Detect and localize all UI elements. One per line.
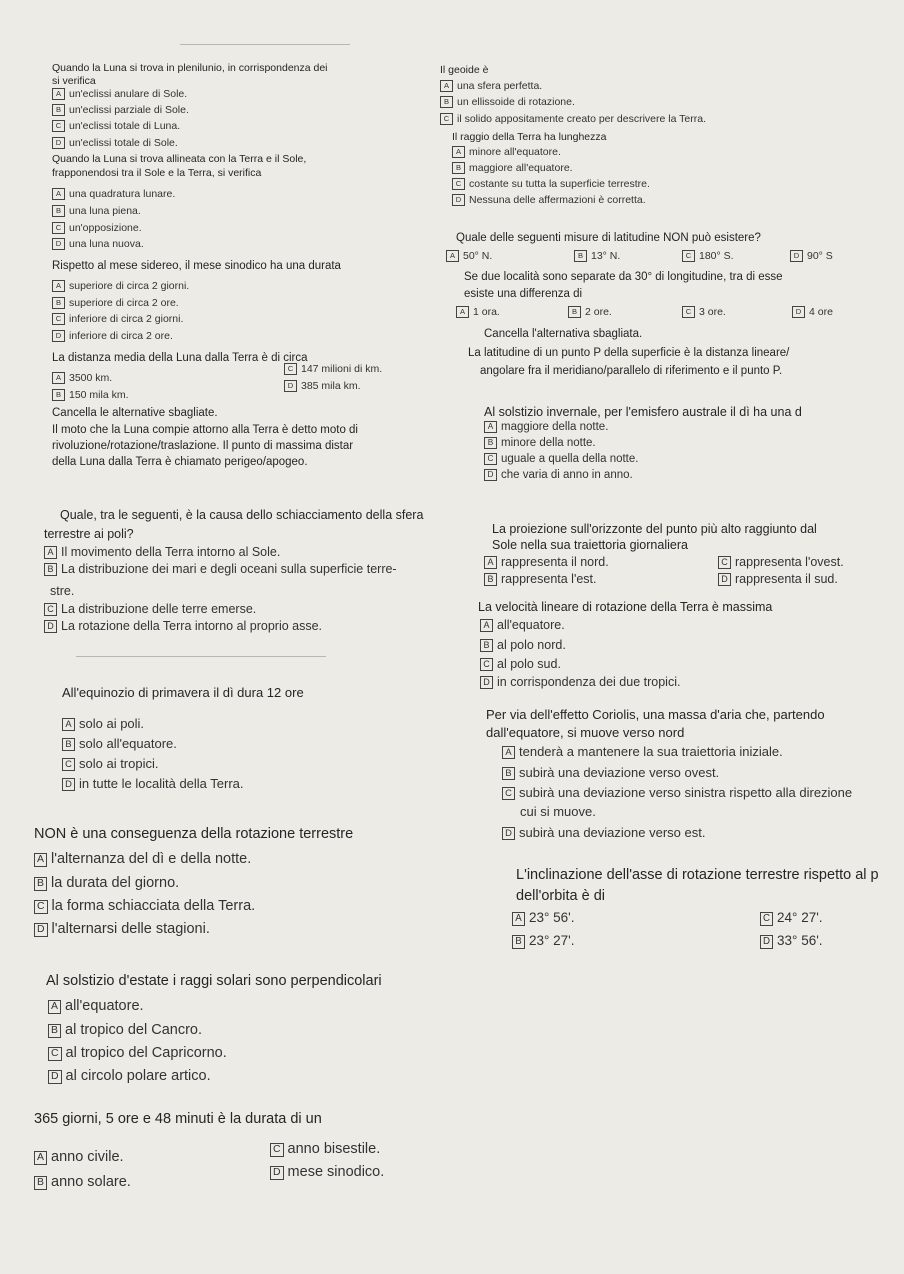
q11-option-c: C uguale a quella della notte.	[484, 453, 638, 466]
q14-stem: La velocità lineare di rotazione della Terra è massima	[478, 600, 773, 614]
q20-option-a: A anno civile.	[34, 1149, 124, 1166]
top-fold-line	[180, 44, 350, 45]
q6-option-a: A una sfera perfetta.	[440, 80, 542, 92]
q12-stem: Quale, tra le seguenti, è la causa dello schiacciamento della sfera	[60, 508, 424, 522]
q12-option-b-cont: stre.	[50, 584, 75, 598]
q17-option-d: D l'alternarsi delle stagioni.	[34, 921, 210, 938]
q20-stem: 365 giorni, 5 ore e 48 minuti è la durata di un	[34, 1111, 322, 1127]
q13-stem: La proiezione sull'orizzonte del punto più alto raggiunto dal	[492, 522, 817, 536]
q14-option-a: A all'equatore.	[480, 618, 565, 632]
q2-option-a: A una quadratura lunare.	[52, 188, 175, 200]
q16-stem-cont: dall'equatore, si muove verso nord	[486, 725, 685, 740]
q7-option-a: A minore all'equatore.	[452, 146, 561, 158]
q19-option-b: B al tropico del Cancro.	[48, 1022, 202, 1039]
q11-stem: Al solstizio invernale, per l'emisfero australe il dì ha una d	[484, 405, 802, 419]
q13-option-a: A rappresenta il nord.	[484, 555, 609, 569]
q18-stem-cont: dell'orbita è di	[516, 888, 606, 904]
q9-stem-cont: esiste una differenza di	[464, 288, 583, 300]
q3-option-c: C inferiore di circa 2 giorni.	[52, 313, 183, 325]
q1-option-c: C un'eclissi totale di Luna.	[52, 120, 180, 132]
q5-line-1: Il moto che la Luna compie attorno alla Terra è detto moto di	[52, 424, 358, 436]
q19-option-d: D al circolo polare artico.	[48, 1068, 211, 1085]
q18-option-a: A 23° 56'.	[512, 910, 575, 926]
q6-option-c: C il solido appositamente creato per descrivere la Terra.	[440, 113, 706, 125]
q1-option-d: D un'eclissi totale di Sole.	[52, 137, 178, 149]
q11-option-b: B minore della notte.	[484, 437, 596, 450]
q16-option-a: A tenderà a mantenere la sua traiettoria iniziale.	[502, 745, 783, 760]
q2-option-c: C un'opposizione.	[52, 222, 142, 234]
q18-option-d: D 33° 56'.	[760, 933, 823, 949]
q18-stem: L'inclinazione dell'asse di rotazione terrestre rispetto al p	[516, 867, 879, 883]
q3-option-a: A superiore di circa 2 giorni.	[52, 280, 189, 292]
q9-option-a: A 1 ora.	[456, 306, 500, 318]
q1-stem: Quando la Luna si trova in plenilunio, in corrispondenza dei	[52, 62, 328, 74]
q13-option-d: D rappresenta il sud.	[718, 572, 838, 586]
q2-option-b: B una luna piena.	[52, 205, 141, 217]
q19-option-a: A all'equatore.	[48, 998, 144, 1015]
q12-option-d: D La rotazione della Terra intorno al proprio asse.	[44, 619, 322, 633]
q4-option-a: A 3500 km.	[52, 372, 112, 384]
q8-option-d: D 90° S	[790, 250, 833, 262]
q9-option-d: D 4 ore	[792, 306, 833, 318]
q20-option-d: D mese sinodico.	[270, 1164, 384, 1181]
q4-option-d: D 385 mila km.	[284, 380, 361, 392]
q16-option-c: C subirà una deviazione verso sinistra rispetto alla direzione	[502, 786, 852, 801]
q2-stem: Quando la Luna si trova allineata con la Terra e il Sole,	[52, 153, 307, 165]
q7-stem: Il raggio della Terra ha lunghezza	[452, 131, 607, 143]
q16-option-d: D subirà una deviazione verso est.	[502, 826, 705, 841]
q20-option-b: B anno solare.	[34, 1174, 131, 1191]
q9-option-b: B 2 ore.	[568, 306, 612, 318]
q11-option-a: A maggiore della notte.	[484, 421, 608, 434]
q3-option-b: B superiore di circa 2 ore.	[52, 297, 179, 309]
divider-line	[76, 656, 326, 657]
q17-option-b: B la durata del giorno.	[34, 875, 179, 892]
q15-option-c: C solo ai tropici.	[62, 757, 158, 772]
q7-option-c: C costante su tutta la superficie terrestre.	[452, 178, 650, 190]
q1-option-b: B un'eclissi parziale di Sole.	[52, 104, 189, 116]
q4-stem: La distanza media della Luna dalla Terra è di circa	[52, 352, 308, 364]
q1-stem-cont: si verifica	[52, 75, 96, 87]
q7-option-d: D Nessuna delle affermazioni è corretta.	[452, 194, 646, 206]
q6-option-b: B un ellissoide di rotazione.	[440, 96, 575, 108]
q2-stem-cont: frapponendosi tra il Sole e la Terra, si verifica	[52, 167, 262, 179]
q16-option-c-cont: cui si muove.	[520, 804, 596, 819]
q5-line-3: della Luna dalla Terra è chiamato perigeo/apogeo.	[52, 456, 308, 468]
q6-stem: Il geoide è	[440, 64, 489, 76]
q15-option-d: D in tutte le località della Terra.	[62, 777, 244, 792]
q17-option-a: A l'alternanza del dì e della notte.	[34, 851, 251, 868]
q16-stem: Per via dell'effetto Coriolis, una massa d'aria che, partendo	[486, 707, 825, 722]
q8-option-c: C 180° S.	[682, 250, 734, 262]
q19-option-c: C al tropico del Capricorno.	[48, 1045, 227, 1062]
q18-option-b: B 23° 27'.	[512, 933, 575, 949]
q8-option-a: A 50° N.	[446, 250, 492, 262]
q17-option-c: C la forma schiacciata della Terra.	[34, 898, 255, 915]
q9-stem: Se due località sono separate da 30° di longitudine, tra di esse	[464, 271, 783, 283]
q10-line-1: La latitudine di un punto P della superficie è la distanza lineare/	[468, 347, 790, 359]
q1-option-a: A un'eclissi anulare di Sole.	[52, 88, 187, 100]
q15-option-a: A solo ai poli.	[62, 717, 144, 732]
q8-option-b: B 13° N.	[574, 250, 620, 262]
q13-option-c: C rappresenta l'ovest.	[718, 555, 844, 569]
q14-option-b: B al polo nord.	[480, 638, 566, 652]
q15-option-b: B solo all'equatore.	[62, 737, 177, 752]
q4-option-c: C 147 milioni di km.	[284, 363, 382, 375]
q13-option-b: B rappresenta l'est.	[484, 572, 597, 586]
q5-instruction: Cancella le alternative sbagliate.	[52, 407, 218, 419]
q3-stem: Rispetto al mese sidereo, il mese sinodico ha una durata	[52, 260, 341, 272]
q4-option-b: B 150 mila km.	[52, 389, 129, 401]
q14-option-d: D in corrispondenza dei due tropici.	[480, 675, 680, 689]
q17-stem: NON è una conseguenza della rotazione terrestre	[34, 826, 354, 842]
q5-line-2: rivoluzione/rotazione/traslazione. Il punto di massima distar	[52, 440, 354, 452]
q8-stem: Quale delle seguenti misure di latitudine NON può esistere?	[456, 232, 761, 244]
q13-stem-cont: Sole nella sua traiettoria giornaliera	[492, 538, 688, 552]
q11-option-d: D che varia di anno in anno.	[484, 469, 633, 482]
q16-option-b: B subirà una deviazione verso ovest.	[502, 766, 719, 781]
q19-stem: Al solstizio d'estate i raggi solari sono perpendicolari	[46, 973, 382, 989]
q10-instruction: Cancella l'alternativa sbagliata.	[484, 328, 643, 340]
q18-option-c: C 24° 27'.	[760, 910, 823, 926]
q12-option-b: B La distribuzione dei mari e degli oceani sulla superficie terre-	[44, 562, 397, 576]
q12-option-a: A Il movimento della Terra intorno al Sole.	[44, 545, 280, 559]
q12-stem-cont: terrestre ai poli?	[44, 527, 134, 541]
q20-option-c: C anno bisestile.	[270, 1141, 380, 1158]
q3-option-d: D inferiore di circa 2 ore.	[52, 330, 173, 342]
q10-line-2: angolare fra il meridiano/parallelo di riferimento e il punto P.	[480, 365, 783, 377]
q12-option-c: C La distribuzione delle terre emerse.	[44, 602, 256, 616]
q14-option-c: C al polo sud.	[480, 657, 561, 671]
q7-option-b: B maggiore all'equatore.	[452, 162, 573, 174]
q15-stem: All'equinozio di primavera il dì dura 12 ore	[62, 685, 304, 700]
q2-option-d: D una luna nuova.	[52, 238, 144, 250]
q9-option-c: C 3 ore.	[682, 306, 726, 318]
